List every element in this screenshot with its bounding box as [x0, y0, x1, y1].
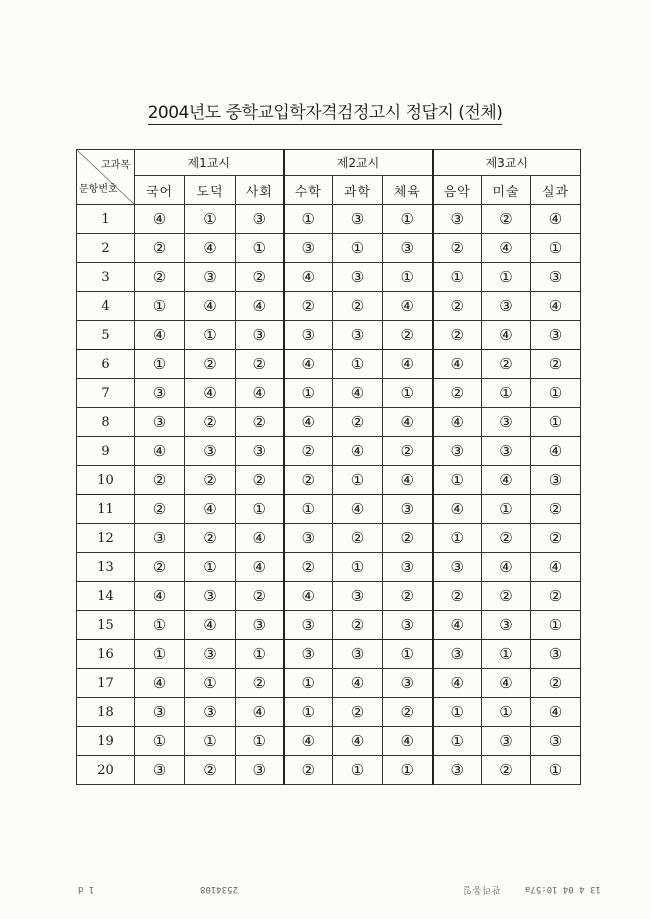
answer-cell: ④	[333, 495, 383, 524]
answer-cell: ①	[284, 205, 333, 234]
answer-cell: ②	[236, 408, 284, 437]
answer-cell: ④	[185, 234, 236, 263]
answer-cell: ②	[433, 321, 482, 350]
question-number: 20	[77, 756, 135, 785]
answer-cell: ①	[333, 466, 383, 495]
answer-cell: ②	[236, 263, 284, 292]
answer-cell: ②	[135, 234, 185, 263]
period-header-3: 제3교시	[433, 150, 581, 176]
question-number: 15	[77, 611, 135, 640]
answer-cell: ①	[482, 640, 531, 669]
answer-cell: ③	[333, 263, 383, 292]
table-row	[77, 611, 581, 640]
answer-cell: ④	[482, 669, 531, 698]
period-header-1: 제1교시	[135, 150, 284, 176]
answer-cell: ③	[433, 205, 482, 234]
answer-cell: ③	[433, 756, 482, 785]
answer-cell: ④	[135, 669, 185, 698]
answer-cell: ②	[531, 350, 581, 379]
subject-header: 음악	[433, 176, 482, 205]
table-row	[77, 292, 581, 321]
answer-cell: ④	[333, 727, 383, 756]
answer-cell: ③	[383, 553, 433, 582]
answer-table	[76, 149, 581, 785]
answer-cell: ②	[531, 582, 581, 611]
answer-cell: ①	[135, 350, 185, 379]
answer-cell: ②	[185, 524, 236, 553]
answer-cell: ③	[482, 292, 531, 321]
answer-cell: ①	[333, 553, 383, 582]
answer-cell: ①	[185, 669, 236, 698]
question-number: 7	[77, 379, 135, 408]
answer-cell: ②	[284, 292, 333, 321]
answer-cell: ①	[284, 698, 333, 727]
table-row	[77, 640, 581, 669]
table-row	[77, 350, 581, 379]
answer-cell: ④	[482, 234, 531, 263]
subject-header: 체육	[383, 176, 433, 205]
answer-cell: ④	[531, 292, 581, 321]
answer-cell: ②	[433, 234, 482, 263]
answer-cell: ③	[531, 727, 581, 756]
answer-cell: ②	[236, 582, 284, 611]
answer-cell: ②	[383, 437, 433, 466]
answer-cell: ③	[333, 321, 383, 350]
answer-cell: ②	[284, 437, 333, 466]
answer-cell: ③	[383, 234, 433, 263]
answer-cell: ④	[236, 553, 284, 582]
answer-cell: ③	[383, 669, 433, 698]
answer-cell: ③	[531, 263, 581, 292]
corner-question-label: 문항번호	[79, 184, 118, 195]
table-row	[77, 205, 581, 234]
footer-doc-code: 2534108	[200, 884, 238, 894]
table-row	[77, 553, 581, 582]
answer-cell: ②	[433, 292, 482, 321]
answer-cell: ②	[433, 379, 482, 408]
question-number: 1	[77, 205, 135, 234]
answer-cell: ①	[383, 640, 433, 669]
answer-cell: ①	[284, 495, 333, 524]
answer-cell: ①	[482, 379, 531, 408]
question-number: 6	[77, 350, 135, 379]
answer-cell: ①	[284, 379, 333, 408]
table-row	[77, 437, 581, 466]
answer-cell: ③	[284, 524, 333, 553]
answer-cell: ④	[433, 495, 482, 524]
answer-cell: ②	[531, 524, 581, 553]
answer-cell: ③	[236, 611, 284, 640]
answer-cell: ④	[284, 727, 333, 756]
answer-cell: ③	[236, 437, 284, 466]
answer-cell: ①	[236, 234, 284, 263]
footer-page: 1 d	[78, 884, 95, 894]
answer-cell: ③	[236, 756, 284, 785]
table-row	[77, 466, 581, 495]
answer-cell: ④	[284, 263, 333, 292]
answer-cell: ③	[433, 553, 482, 582]
question-number: 9	[77, 437, 135, 466]
answer-cell: ①	[236, 640, 284, 669]
answer-cell: ④	[135, 321, 185, 350]
answer-cell: ①	[383, 205, 433, 234]
answer-cell: ①	[531, 408, 581, 437]
answer-cell: ①	[135, 727, 185, 756]
answer-cell: ③	[482, 727, 531, 756]
table-row	[77, 495, 581, 524]
answer-cell: ④	[482, 466, 531, 495]
table-row	[77, 756, 581, 785]
answer-cell: ④	[531, 553, 581, 582]
subject-header: 실과	[531, 176, 581, 205]
answer-cell: ②	[135, 263, 185, 292]
answer-cell: ④	[135, 582, 185, 611]
answer-cell: ④	[531, 437, 581, 466]
question-number: 19	[77, 727, 135, 756]
answer-cell: ③	[185, 698, 236, 727]
answer-cell: ②	[284, 466, 333, 495]
footer-timestamp: 13 4 04 10:57a	[525, 884, 601, 894]
answer-cell: ②	[383, 321, 433, 350]
page-title-text: 2004년도 중학교입학자격검정고시 정답지 (전체)	[147, 103, 503, 123]
question-number: 12	[77, 524, 135, 553]
answer-cell: ③	[236, 205, 284, 234]
answer-cell: ③	[383, 495, 433, 524]
answer-cell: ②	[383, 524, 433, 553]
table-row	[77, 379, 581, 408]
answer-cell: ③	[284, 640, 333, 669]
table-corner-header	[77, 150, 135, 205]
answer-cell: ④	[284, 350, 333, 379]
answer-cell: ④	[482, 321, 531, 350]
answer-cell: ②	[531, 669, 581, 698]
answer-cell: ①	[531, 234, 581, 263]
answer-cell: ①	[236, 727, 284, 756]
subject-header: 수학	[284, 176, 333, 205]
table-row	[77, 408, 581, 437]
answer-cell: ②	[135, 553, 185, 582]
subject-header: 도덕	[185, 176, 236, 205]
answer-cell: ③	[135, 408, 185, 437]
question-number: 18	[77, 698, 135, 727]
answer-cell: ④	[531, 698, 581, 727]
answer-cell: ①	[135, 611, 185, 640]
answer-cell: ④	[433, 669, 482, 698]
answer-cell: ①	[433, 727, 482, 756]
table-row	[77, 321, 581, 350]
answer-cell: ②	[433, 582, 482, 611]
answer-cell: ③	[284, 321, 333, 350]
table-row	[77, 263, 581, 292]
answer-cell: ③	[531, 640, 581, 669]
answer-cell: ①	[383, 379, 433, 408]
answer-cell: ③	[236, 321, 284, 350]
answer-cell: ③	[531, 321, 581, 350]
answer-cell: ②	[284, 553, 333, 582]
answer-cell: ②	[185, 408, 236, 437]
answer-cell: ②	[333, 524, 383, 553]
answer-cell: ④	[135, 437, 185, 466]
answer-cell: ②	[333, 611, 383, 640]
answer-cell: ③	[482, 611, 531, 640]
answer-cell: ②	[284, 756, 333, 785]
answer-cell: ④	[383, 727, 433, 756]
answer-cell: ③	[333, 640, 383, 669]
answer-cell: ④	[383, 350, 433, 379]
answer-cell: ④	[284, 408, 333, 437]
answer-cell: ③	[284, 611, 333, 640]
answer-cell: ②	[482, 756, 531, 785]
answer-cell: ②	[482, 205, 531, 234]
answer-cell: ②	[185, 350, 236, 379]
answer-cell: ②	[333, 292, 383, 321]
question-number: 14	[77, 582, 135, 611]
answer-cell: ①	[531, 379, 581, 408]
answer-cell: ②	[531, 495, 581, 524]
answer-cell: ④	[383, 292, 433, 321]
answer-cell: ②	[383, 698, 433, 727]
answer-cell: ①	[185, 205, 236, 234]
answer-cell: ①	[383, 263, 433, 292]
question-number: 2	[77, 234, 135, 263]
question-number: 16	[77, 640, 135, 669]
answer-cell: ①	[433, 263, 482, 292]
answer-cell: ①	[135, 292, 185, 321]
answer-cell: ④	[433, 350, 482, 379]
answer-cell: ④	[284, 582, 333, 611]
answer-cell: ③	[482, 437, 531, 466]
question-number: 10	[77, 466, 135, 495]
answer-cell: ④	[185, 379, 236, 408]
footer-sender: 관리통일	[462, 884, 501, 894]
table-row	[77, 727, 581, 756]
page-title	[0, 98, 650, 123]
answer-cell: ④	[383, 408, 433, 437]
answer-cell: ④	[236, 292, 284, 321]
answer-cell: ①	[236, 495, 284, 524]
answer-cell: ①	[185, 553, 236, 582]
subject-header: 사회	[236, 176, 284, 205]
table-row	[77, 582, 581, 611]
answer-cell: ③	[433, 437, 482, 466]
corner-subject-label: 고과목	[101, 160, 130, 171]
answer-cell: ②	[333, 408, 383, 437]
question-number: 13	[77, 553, 135, 582]
answer-cell: ②	[236, 466, 284, 495]
answer-cell: ③	[185, 640, 236, 669]
answer-cell: ①	[482, 495, 531, 524]
answer-cell: ③	[135, 698, 185, 727]
answer-cell: ③	[185, 582, 236, 611]
answer-cell: ④	[236, 524, 284, 553]
table-row	[77, 234, 581, 263]
table-row	[77, 698, 581, 727]
answer-cell: ③	[135, 756, 185, 785]
answer-cell: ④	[531, 205, 581, 234]
answer-cell: ②	[185, 466, 236, 495]
answer-cell: ③	[531, 466, 581, 495]
answer-cell: ③	[433, 640, 482, 669]
subject-header: 미술	[482, 176, 531, 205]
answer-cell: ③	[135, 379, 185, 408]
answer-cell: ①	[383, 756, 433, 785]
answer-cell: ③	[482, 408, 531, 437]
answer-cell: ③	[333, 205, 383, 234]
answer-cell: ②	[236, 350, 284, 379]
answer-cell: ④	[383, 466, 433, 495]
answer-cell: ③	[383, 611, 433, 640]
period-header-2: 제2교시	[284, 150, 433, 176]
answer-cell: ④	[433, 408, 482, 437]
answer-cell: ①	[333, 756, 383, 785]
answer-cell: ②	[482, 350, 531, 379]
answer-cell: ②	[185, 756, 236, 785]
subject-header: 과학	[333, 176, 383, 205]
answer-cell: ②	[236, 669, 284, 698]
answer-cell: ②	[482, 524, 531, 553]
question-number: 5	[77, 321, 135, 350]
answer-cell: ④	[185, 495, 236, 524]
question-number: 11	[77, 495, 135, 524]
answer-cell: ①	[433, 466, 482, 495]
question-number: 3	[77, 263, 135, 292]
answer-cell: ①	[433, 524, 482, 553]
answer-cell: ①	[185, 321, 236, 350]
answer-cell: ④	[482, 553, 531, 582]
answer-cell: ③	[284, 234, 333, 263]
answer-cell: ②	[482, 582, 531, 611]
answer-cell: ③	[333, 582, 383, 611]
table-row	[77, 669, 581, 698]
answer-cell: ④	[135, 205, 185, 234]
question-number: 17	[77, 669, 135, 698]
answer-table-body	[77, 205, 581, 785]
answer-cell: ①	[482, 263, 531, 292]
answer-cell: ④	[236, 379, 284, 408]
answer-cell: ④	[236, 698, 284, 727]
answer-cell: ②	[135, 495, 185, 524]
answer-cell: ①	[531, 611, 581, 640]
answer-cell: ④	[185, 611, 236, 640]
answer-cell: ④	[433, 611, 482, 640]
answer-cell: ①	[433, 698, 482, 727]
answer-cell: ①	[333, 234, 383, 263]
answer-cell: ①	[333, 350, 383, 379]
subject-header: 국어	[135, 176, 185, 205]
answer-cell: ①	[482, 698, 531, 727]
answer-cell: ①	[185, 727, 236, 756]
answer-cell: ④	[333, 437, 383, 466]
answer-cell: ②	[383, 582, 433, 611]
answer-cell: ①	[135, 640, 185, 669]
answer-cell: ②	[135, 466, 185, 495]
answer-cell: ③	[185, 437, 236, 466]
answer-cell: ④	[333, 379, 383, 408]
answer-cell: ③	[135, 524, 185, 553]
answer-cell: ②	[333, 698, 383, 727]
table-row	[77, 524, 581, 553]
question-number: 8	[77, 408, 135, 437]
answer-cell: ④	[185, 292, 236, 321]
answer-cell: ①	[284, 669, 333, 698]
answer-cell: ④	[333, 669, 383, 698]
answer-cell: ③	[185, 263, 236, 292]
question-number: 4	[77, 292, 135, 321]
answer-cell: ①	[531, 756, 581, 785]
